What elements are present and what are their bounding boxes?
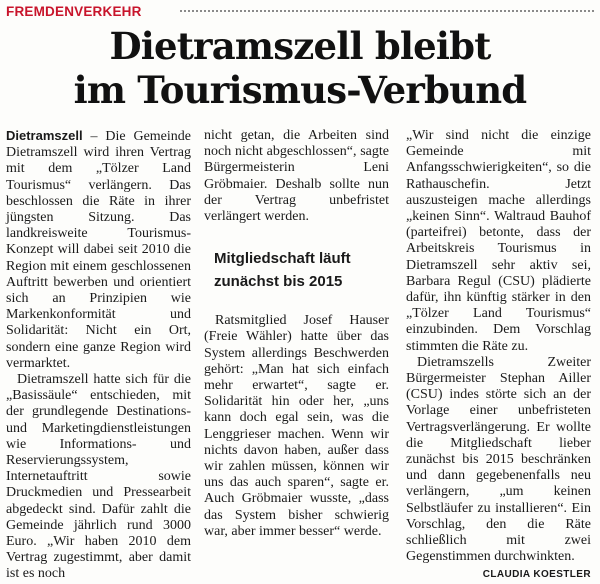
section-label: FREMDENVERKEHR xyxy=(6,4,142,19)
headline xyxy=(0,24,600,112)
headline-line-2: im Tourismus-Verbund xyxy=(73,68,527,112)
byline: CLAUDIA KOESTLER xyxy=(482,569,591,581)
section-divider xyxy=(180,10,594,12)
headline-line-1: Dietramszell bleibt xyxy=(109,24,491,68)
paragraph: Dietramszells Zweiter Bürgermeister Stephan Ailler (CSU) indes störte sich an der Vorlage einer unbefristeten Vertragsverlängerung. Er wollte die Mitgliedschaft lieber zunächst bis 2015 beschränken und dann gegebenenfalls neu verlängern, „um keinen Selbstläufer zu installieren“. Ein Vorschlag, den die Räte schließlich mit zwei Gegenstimmen durchwinkten. xyxy=(406,354,591,565)
subheadline: Mitgliedschaft läuft zunächst bis 2015 xyxy=(214,250,351,291)
paragraph: nicht getan, die Arbeiten sind noch nicht abgeschlossen“, sagte Bürgermeisterin Leni Gröbmaier. Deshalb sollte nun der Vertrag unbefristet verlängert werden. xyxy=(204,128,389,225)
article-column-3 xyxy=(406,128,591,584)
paragraph: Ratsmitglied Josef Hauser (Freie Wähler) hatte über das System allerdings Beschwerden gehört: „Man hat sich einfach mehr erwartet“, sagte er. Solidarität hin oder her, „uns kann doch egal sein, was die Lenggrieser machen. Wenn wir nichts davon haben, außer dass wir zahlen müssen, können wir uns das auch sparen“, sagte er. Auch Gröbmaier wusste, „dass das System bisher schwierig war, aber immer besser“ werde. xyxy=(204,313,389,539)
article-column-2 xyxy=(204,128,389,540)
paragraph: Dietramszell hatte sich für die „Basissäule“ entschieden, mit der grundlegende Destinations- und Marketingdienstleistungen wie Informations- und Reservierungssystem, Internetauftritt sowie Druckmedien und Pressearbeit abgedeckt sind. Dafür zahlt die Gemeinde jährlich rund 3000 Euro. „Wir haben 2010 dem Vertrag zugestimmt, aber damit ist es noch xyxy=(6,372,191,582)
paragraph: „Wir sind nicht die einzige Gemeinde mit Anfangsschwierigkeiten“, so die Rathauschefin. Jetzt auszusteigen mache allerdings „keinen Sinn“. Waltraud Bauhof (parteifrei) betonte, dass der Arbeitskreis Tourismus in Dietramszell sehr aktiv sei, Barbara Regul (CSU) plädierte dafür, ihn künftig stärker in den „Tölzer Land Tourismus“ einzubinden. Dem Vorschlag stimmten die Räte zu. xyxy=(406,128,591,354)
paragraph-text: – Die Gemeinde Dietramszell wird ihren Vertrag mit dem „Tölzer Land Tourismus“ verlängern. Das beschlossen die Räte in ihrer jüngsten Sitzung. Das landkreisweite Tourismus-Konzept will dabei seit 2010 die Region mit einem geschlossenen Auftritt bewerben und orientiert sich an Prinzipien wie Markenkonformität und Solidarität: Nicht ein Ort, sondern eine ganze Region wird vermarktet. xyxy=(6,129,192,371)
paragraph xyxy=(6,128,191,372)
article-column-1 xyxy=(6,128,191,583)
dateline: Dietramszell xyxy=(6,128,83,143)
